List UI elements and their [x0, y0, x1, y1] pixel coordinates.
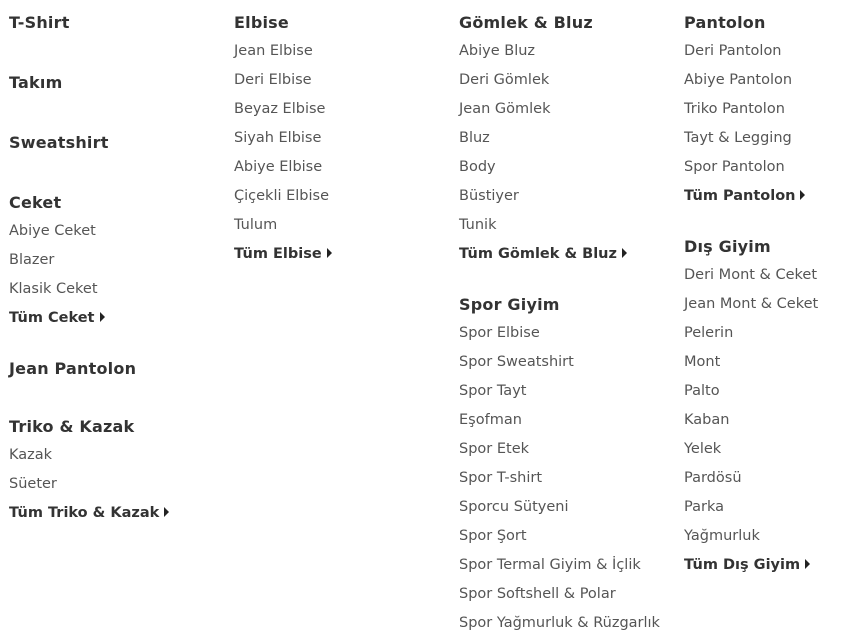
- subcategory-link[interactable]: Bluz: [459, 130, 490, 146]
- subcategory-link[interactable]: Yağmurluk: [684, 528, 760, 544]
- subcategory-link[interactable]: Blazer: [9, 252, 55, 268]
- subcategory-link[interactable]: Süeter: [9, 476, 57, 492]
- subcategory-link[interactable]: Jean Elbise: [234, 43, 313, 59]
- subcategory-link[interactable]: Kaban: [684, 412, 730, 428]
- subcategory-link[interactable]: Pardösü: [684, 470, 742, 486]
- subcategory-link[interactable]: Parka: [684, 499, 724, 515]
- subcategory-link[interactable]: Pelerin: [684, 325, 734, 341]
- subcategory-link[interactable]: Siyah Elbise: [234, 130, 322, 146]
- all-elbise-label: Tüm Elbise: [234, 246, 322, 262]
- subcategory-link[interactable]: Spor Pantolon: [684, 159, 785, 175]
- all-pantolon-link[interactable]: [684, 187, 858, 205]
- group-elbise: [234, 11, 459, 263]
- menu-column-1: [9, 11, 234, 522]
- caret-right-icon: [327, 248, 332, 258]
- subcategory-link[interactable]: Spor Sweatshirt: [459, 354, 574, 370]
- category-tshirt[interactable]: T-Shirt: [9, 13, 70, 32]
- subcategory-link[interactable]: Deri Elbise: [234, 72, 312, 88]
- subcategory-link[interactable]: Abiye Bluz: [459, 43, 536, 59]
- subcategory-link[interactable]: Body: [459, 159, 496, 175]
- subcategory-link[interactable]: Abiye Ceket: [9, 223, 96, 239]
- subcategory-link[interactable]: Klasik Ceket: [9, 281, 98, 297]
- all-gomlek-label: Tüm Gömlek & Bluz: [459, 246, 617, 262]
- menu-column-3: [459, 11, 684, 632]
- category-triko-kazak[interactable]: Triko & Kazak: [9, 417, 135, 436]
- subcategory-link[interactable]: Spor Etek: [459, 441, 530, 457]
- category-sweatshirt[interactable]: Sweatshirt: [9, 133, 109, 152]
- subcategory-link[interactable]: Tulum: [234, 217, 278, 233]
- subcategory-link[interactable]: Büstiyer: [459, 188, 519, 204]
- menu-column-2: [234, 11, 459, 263]
- caret-right-icon: [164, 507, 169, 517]
- subcategory-link[interactable]: Spor Şort: [459, 528, 527, 544]
- group-dis-giyim: [684, 235, 858, 574]
- all-ceket-link[interactable]: [9, 309, 234, 327]
- category-ceket[interactable]: Ceket: [9, 193, 62, 212]
- all-dis-giyim-label: Tüm Dış Giyim: [684, 557, 801, 573]
- group-spor-giyim: [459, 293, 684, 632]
- subcategory-link[interactable]: Sporcu Sütyeni: [459, 499, 569, 515]
- all-pantolon-label: Tüm Pantolon: [684, 188, 796, 204]
- subcategory-link[interactable]: Mont: [684, 354, 721, 370]
- category-spor-giyim[interactable]: Spor Giyim: [459, 295, 560, 314]
- category-gomlek-bluz[interactable]: Gömlek & Bluz: [459, 13, 593, 32]
- subcategory-link[interactable]: Palto: [684, 383, 720, 399]
- caret-right-icon: [800, 190, 805, 200]
- caret-right-icon: [622, 248, 627, 258]
- group-ceket: [9, 191, 234, 327]
- subcategory-link[interactable]: Triko Pantolon: [684, 101, 785, 117]
- all-triko-link[interactable]: [9, 504, 234, 522]
- category-dis-giyim[interactable]: Dış Giyim: [684, 237, 771, 256]
- subcategory-link[interactable]: Kazak: [9, 447, 53, 463]
- all-elbise-link[interactable]: [234, 245, 459, 263]
- menu-column-4: [684, 11, 858, 574]
- caret-right-icon: [100, 312, 105, 322]
- subcategory-link[interactable]: Eşofman: [459, 412, 522, 428]
- all-ceket-label: Tüm Ceket: [9, 310, 95, 326]
- subcategory-link[interactable]: Spor Termal Giyim & İçlik: [459, 557, 641, 573]
- subcategory-link[interactable]: Deri Pantolon: [684, 43, 782, 59]
- subcategory-link[interactable]: Beyaz Elbise: [234, 101, 326, 117]
- subcategory-link[interactable]: Tayt & Legging: [684, 130, 792, 146]
- subcategory-link[interactable]: Spor Elbise: [459, 325, 540, 341]
- group-triko: [9, 415, 234, 522]
- subcategory-link[interactable]: Jean Mont & Ceket: [684, 296, 819, 312]
- subcategory-link[interactable]: Jean Gömlek: [459, 101, 551, 117]
- caret-right-icon: [805, 559, 810, 569]
- subcategory-link[interactable]: Deri Mont & Ceket: [684, 267, 817, 283]
- all-triko-label: Tüm Triko & Kazak: [9, 505, 160, 521]
- subcategory-link[interactable]: Spor Yağmurluk & Rüzgarlık: [459, 615, 660, 631]
- subcategory-link[interactable]: Spor T-shirt: [459, 470, 543, 486]
- category-jean-pantolon[interactable]: Jean Pantolon: [9, 359, 137, 378]
- subcategory-link[interactable]: Yelek: [684, 441, 722, 457]
- subcategory-link[interactable]: Tunik: [459, 217, 497, 233]
- subcategory-link[interactable]: Abiye Elbise: [234, 159, 323, 175]
- group-gomlek: [459, 11, 684, 263]
- category-takim[interactable]: Takım: [9, 73, 63, 92]
- category-pantolon[interactable]: Pantolon: [684, 13, 766, 32]
- all-gomlek-link[interactable]: [459, 245, 684, 263]
- subcategory-link[interactable]: Spor Softshell & Polar: [459, 586, 616, 602]
- all-dis-giyim-link[interactable]: [684, 556, 858, 574]
- group-pantolon: [684, 11, 858, 205]
- category-elbise[interactable]: Elbise: [234, 13, 289, 32]
- subcategory-link[interactable]: Abiye Pantolon: [684, 72, 793, 88]
- subcategory-link[interactable]: Deri Gömlek: [459, 72, 550, 88]
- subcategory-link[interactable]: Çiçekli Elbise: [234, 188, 330, 204]
- subcategory-link[interactable]: Spor Tayt: [459, 383, 527, 399]
